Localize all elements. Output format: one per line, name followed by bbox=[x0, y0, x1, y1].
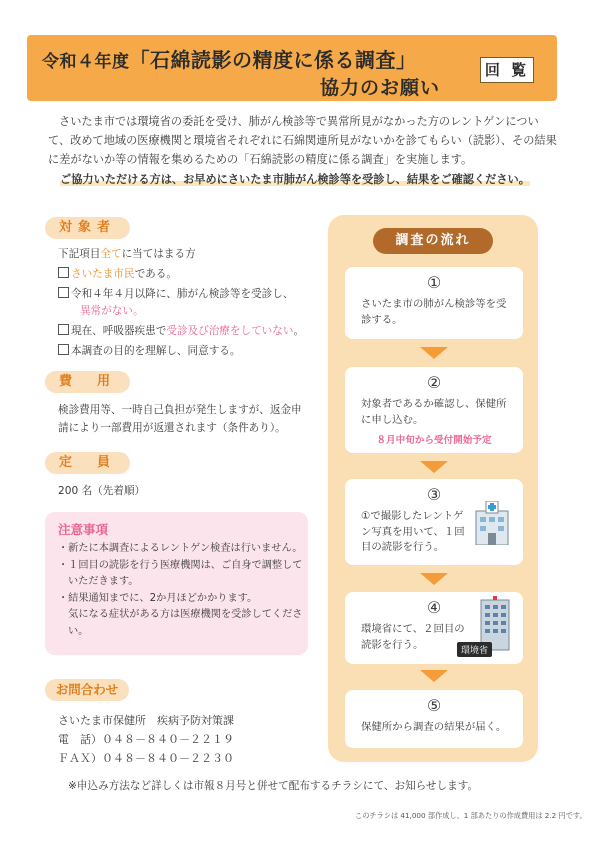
contact-fax: ＦＡＸ）０４８－８４０－２２３０ bbox=[58, 752, 234, 765]
print-cost-note: このチラシは 41,000 部作成し、1 部あたりの作成費用は 2.2 円です。 bbox=[355, 811, 587, 820]
target-item-2-highlight: 異常がない。 bbox=[80, 305, 144, 317]
step-text: 環境省にて、２回目の読影を行う。 bbox=[361, 623, 465, 651]
quota-label: 定 員 bbox=[45, 452, 130, 474]
flow-step-4 bbox=[345, 592, 523, 664]
intro-paragraph: さいたま市では環境省の委託を受け、肺がん検診等で異常所見がなかった方のレントゲンについて、改めて地域の医療機関と環境省それぞれに石綿関連所見がないかを診てもらい（読影）、その結果に差がないか等の情報を集めるための「石綿読影の精度に係る調査」を実施します。 bbox=[48, 115, 557, 166]
target-lead-suffix: に当てはまる方 bbox=[121, 248, 196, 260]
flow-arrow-icon bbox=[420, 573, 448, 585]
step-number: ① bbox=[426, 273, 442, 292]
step-number: ⑤ bbox=[426, 696, 442, 715]
flow-arrow-icon bbox=[420, 670, 448, 682]
target-item-3-highlight: 受診及び治療をしていない bbox=[166, 325, 294, 337]
quota-text: 200 名（先着順） bbox=[58, 485, 146, 497]
intro-call-to-action-text: ご協力いただける方は、お早めにさいたま市肺がん検診等を受診し、結果をご確認ください。 bbox=[60, 173, 530, 186]
contact-org: さいたま市保健所 疾病予防対策課 bbox=[58, 714, 234, 727]
notice-item: 気になる症状がある方は医療機関を受診してください。 bbox=[58, 609, 303, 637]
checkbox-icon bbox=[58, 267, 69, 278]
ministry-badge: 環境省 bbox=[457, 642, 492, 657]
step-number: ③ bbox=[426, 485, 442, 504]
target-item-1-suffix: である。 bbox=[134, 268, 177, 280]
target-item-3 bbox=[58, 323, 323, 340]
flow-arrow-icon bbox=[420, 347, 448, 359]
kairan-badge: 回 覧 bbox=[480, 57, 534, 83]
notice-item: ・１回目の読影を行う医療機関は、ご自身で調整していただきます。 bbox=[58, 559, 303, 587]
checkbox-icon bbox=[58, 287, 69, 298]
target-lead-highlight: 全て bbox=[100, 248, 122, 260]
target-lead bbox=[58, 246, 318, 263]
footnote: ※申込み方法など詳しくは市報８月号と併せて配布するチラシにて、お知らせします。 bbox=[68, 780, 479, 792]
step-text: 保健所から調査の結果が届く。 bbox=[361, 721, 507, 733]
contact-tel: 電 話）０４８－８４０－２２１９ bbox=[58, 733, 234, 746]
target-item-4-text: 本調査の目的を理解し、同意する。 bbox=[71, 345, 241, 357]
step-number: ④ bbox=[426, 598, 442, 617]
target-item-4 bbox=[58, 343, 323, 360]
step-text: 対象者であるか確認し、保健所に申し込む。 bbox=[361, 398, 507, 426]
intro-call-to-action bbox=[60, 171, 560, 187]
target-checklist bbox=[58, 266, 323, 360]
target-label: 対象者 bbox=[45, 217, 130, 239]
notice-item: ・新たに本調査によるレントゲン検査は行いません。 bbox=[58, 543, 303, 554]
notice-list bbox=[58, 541, 304, 640]
flow-arrow-icon bbox=[420, 461, 448, 473]
step-text: ①で撮影したレントゲン写真を用いて、１回目の読影を行う。 bbox=[361, 510, 465, 553]
contact-block bbox=[58, 711, 234, 768]
flow-step-5 bbox=[345, 690, 523, 748]
checkbox-icon bbox=[58, 324, 69, 335]
header-year: 令和４年度 bbox=[42, 52, 130, 72]
hospital-icon bbox=[472, 501, 512, 545]
step-text: さいたま市の肺がん検診等を受診する。 bbox=[361, 298, 507, 326]
flow-step-3 bbox=[345, 479, 523, 565]
checkbox-icon bbox=[58, 344, 69, 355]
flow-step-1 bbox=[345, 267, 523, 339]
header-title-line2: 協力のお願い bbox=[320, 77, 441, 99]
target-item-1-highlight: さいたま市民 bbox=[71, 268, 135, 280]
target-item-2 bbox=[58, 286, 323, 303]
target-item-2-cont bbox=[58, 303, 323, 320]
contact-label: お問合わせ bbox=[45, 679, 129, 701]
target-item-3-prefix: 現在、呼吸器疾患で bbox=[71, 325, 167, 337]
notice-title: 注意事項 bbox=[58, 522, 109, 537]
header-title-line1 bbox=[42, 44, 482, 73]
notice-item: ・結果通知までに、2か月ほどかかります。 bbox=[58, 592, 258, 604]
target-item-3-suffix: 。 bbox=[293, 325, 305, 337]
cost-text: 検診費用等、一時自己負担が発生しますが、返金申請により一部費用が返還されます（条件あり）。 bbox=[58, 404, 302, 434]
step-number: ② bbox=[426, 373, 442, 392]
step-note: ８月中旬から受付開始予定 bbox=[376, 435, 492, 446]
flow-title: 調査の流れ bbox=[373, 228, 493, 254]
target-lead-prefix: 下記項目 bbox=[58, 248, 101, 260]
flow-step-2 bbox=[345, 367, 523, 453]
target-item-1 bbox=[58, 266, 323, 283]
header-survey-name: 「石綿読影の精度に係る調査」 bbox=[129, 48, 417, 72]
target-item-2-text: 令和４年４月以降に、肺がん検診等を受診し、 bbox=[71, 288, 294, 300]
cost-label: 費 用 bbox=[45, 371, 130, 393]
